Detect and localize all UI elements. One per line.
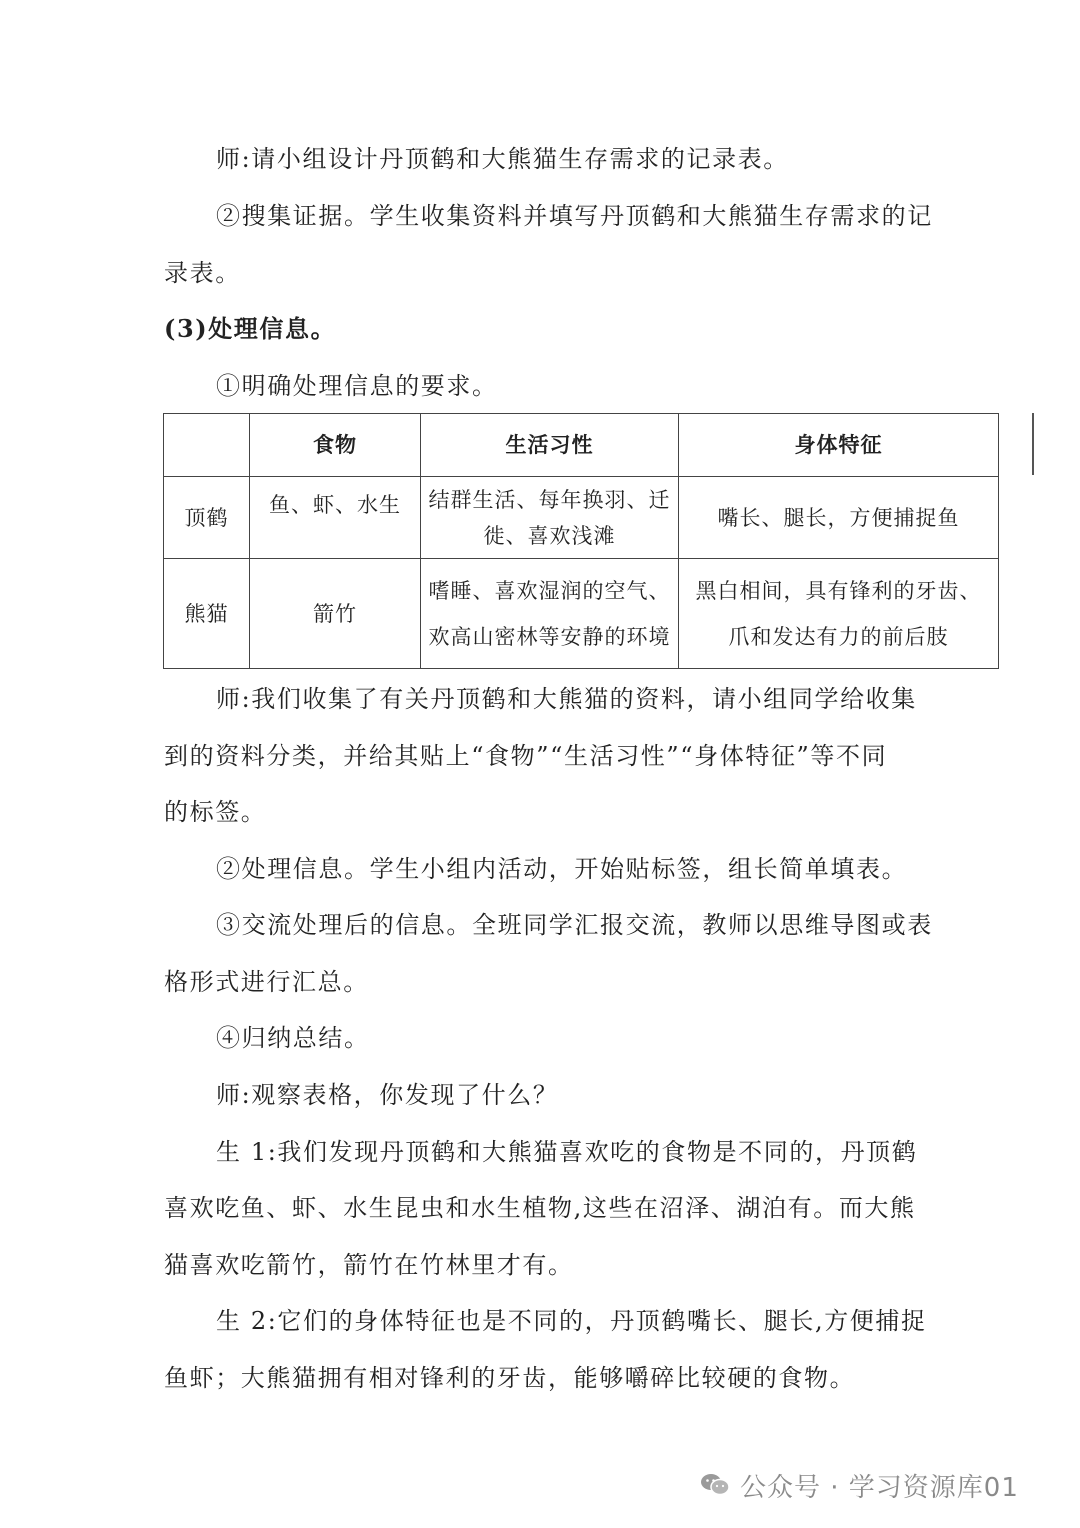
survival-needs-table: [163, 413, 999, 669]
margin-bar: [1032, 413, 1034, 475]
cell-line: 黑白相间，具有锋利的牙齿、: [695, 578, 982, 603]
table-header-blank: [164, 414, 250, 477]
table-cell-food: 箭竹: [250, 559, 421, 669]
paragraph-teacher-classify: 师:我们收集了有关丹顶鹤和大熊猫的资料，请小组同学给收集: [216, 685, 917, 713]
paragraph-student1: 生 1:我们发现丹顶鹤和大熊猫喜欢吃的食物是不同的，丹顶鹤: [216, 1138, 918, 1166]
table-cell-body: [679, 477, 999, 559]
paragraph-exchange-info-cont: 格形式进行汇总。: [164, 968, 369, 996]
paragraph-clarify-requirements: ①明确处理信息的要求。: [216, 372, 498, 400]
paragraph-teacher-classify-end: 的标签。: [164, 798, 267, 826]
cell-line: 爪和发达有力的前后肢: [728, 624, 949, 649]
paragraph-teacher-design: 师:请小组设计丹顶鹤和大熊猫生存需求的记录表。: [216, 145, 789, 173]
paragraph-student2-cont: 鱼虾；大熊猫拥有相对锋利的牙齿，能够嚼碎比较硬的食物。: [164, 1364, 856, 1392]
paragraph-student1-cont: 喜欢吃鱼、虾、水生昆虫和水生植物,这些在沼泽、湖泊有。而大熊: [164, 1194, 916, 1222]
paragraph-collect-evidence-cont: 录表。: [164, 259, 241, 287]
table-header-body: 身体特征: [679, 414, 999, 477]
paragraph-teacher-observe: 师:观察表格，你发现了什么？: [216, 1081, 559, 1109]
table-header-habits: 生活习性: [421, 414, 679, 477]
table-header-food: 食物: [250, 414, 421, 477]
cell-line: 嘴长、腿长，方便捕捉鱼: [717, 505, 960, 530]
cell-line: 嗜睡、喜欢湿润的空气、: [428, 578, 671, 603]
section-heading-process-info: (3)处理信息。: [164, 314, 337, 343]
wechat-icon: [700, 1472, 730, 1498]
table-cell-animal-name: 顶鹤: [164, 477, 250, 559]
watermark-text: 公众号 · 学习资源库01: [740, 1472, 1019, 1503]
cell-line: 徙、喜欢浅滩: [483, 523, 616, 548]
table-header-row: [164, 414, 999, 477]
paragraph-collect-evidence: ②搜集证据。学生收集资料并填写丹顶鹤和大熊猫生存需求的记: [216, 202, 933, 230]
table-cell-food: 鱼、虾、水生: [250, 477, 421, 559]
table-row: [164, 477, 999, 559]
paragraph-summary: ④归纳总结。: [216, 1024, 370, 1052]
paragraph-exchange-info: ③交流处理后的信息。全班同学汇报交流，教师以思维导图或表: [216, 911, 933, 939]
paragraph-process-info: ②处理信息。学生小组内活动，开始贴标签，组长简单填表。: [216, 855, 908, 883]
cell-line: 欢高山密林等安静的环境: [428, 624, 671, 649]
paragraph-student2: 生 2:它们的身体特征也是不同的，丹顶鹤嘴长、腿长,方便捕捉: [216, 1307, 927, 1335]
table-cell-habits: [421, 477, 679, 559]
paragraph-teacher-classify-cont: 到的资料分类，并给其贴上“食物”“生活习性”“身体特征”等不同: [164, 742, 888, 770]
paragraph-student1-end: 猫喜欢吃箭竹，箭竹在竹林里才有。: [164, 1251, 574, 1279]
cell-line: 结群生活、每年换羽、迁: [428, 487, 671, 512]
table-cell-habits: [421, 559, 679, 669]
table-cell-body: [679, 559, 999, 669]
watermark: [700, 1462, 1019, 1508]
table-cell-animal-name: 熊猫: [164, 559, 250, 669]
table-row: [164, 559, 999, 669]
